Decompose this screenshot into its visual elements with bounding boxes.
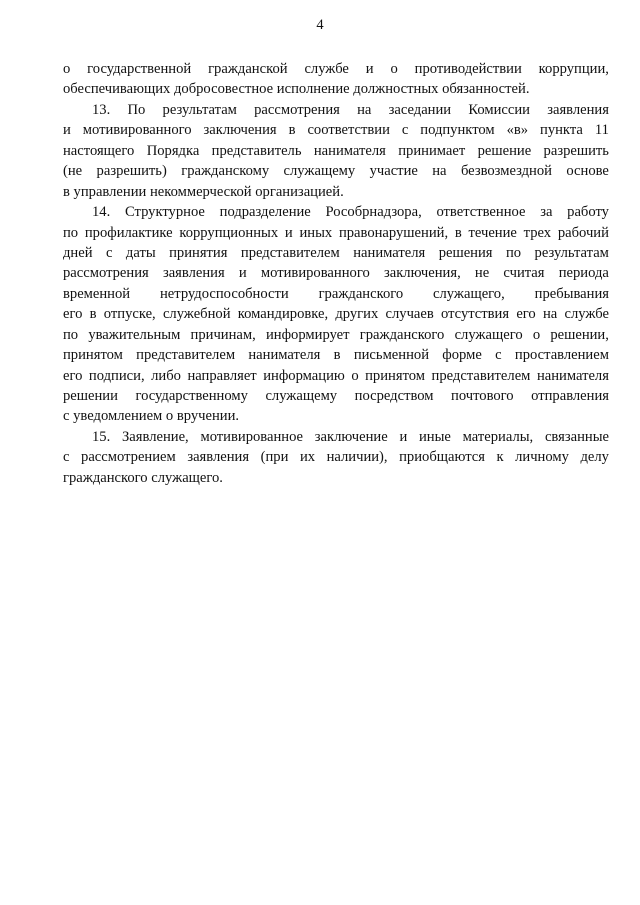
word: гражданскому: [181, 163, 270, 180]
word: их: [299, 449, 316, 466]
word: наличии),: [326, 449, 388, 466]
text-line: [63, 59, 609, 79]
word: считая: [503, 265, 545, 282]
word: принимает: [398, 142, 466, 159]
word: заявления: [187, 449, 250, 466]
word: участие: [369, 163, 418, 180]
word: службе: [564, 306, 609, 323]
word: 11: [594, 122, 609, 139]
word: на: [432, 163, 447, 180]
text-line: [63, 304, 609, 324]
text-line: [63, 141, 609, 161]
word: материалы,: [462, 428, 534, 445]
word: решении,: [550, 326, 609, 343]
word: к: [496, 449, 504, 466]
paragraph-14: [63, 202, 609, 427]
word: заседании: [388, 101, 452, 118]
word: приобщаются: [399, 449, 485, 466]
word: работу: [567, 204, 609, 221]
word: почтового: [451, 388, 514, 404]
text-line: [63, 202, 609, 222]
word: соответствии: [307, 122, 390, 139]
text-line: [63, 325, 609, 345]
text-line: [63, 386, 609, 406]
word: о: [351, 367, 359, 384]
word: служащему: [283, 163, 356, 180]
word: дней: [63, 244, 93, 261]
word: пункта: [540, 122, 583, 139]
word: проставлением: [514, 347, 609, 364]
word: основе: [566, 163, 609, 180]
word: и: [238, 265, 247, 282]
word: с: [401, 122, 409, 139]
text-line: [63, 243, 609, 263]
word: 13.: [92, 101, 111, 118]
word: решении: [63, 388, 118, 404]
word: Структурное: [124, 204, 205, 221]
word: о: [63, 61, 71, 77]
word: и: [399, 428, 408, 445]
paragraph-13: [63, 100, 609, 202]
word: Комиссии: [468, 101, 530, 118]
word: рассмотрения: [254, 101, 340, 118]
word: заявления: [162, 265, 225, 282]
word: и: [284, 224, 293, 241]
word: подпунктом: [420, 122, 495, 139]
word: в: [288, 122, 296, 139]
text-line: обеспечивающих добросовестное исполнение должностных обязанностей.: [63, 81, 530, 98]
word: подписи,: [88, 367, 145, 384]
word: и: [63, 122, 71, 139]
word: принятия: [169, 244, 228, 261]
text-line: с уведомлением о вручении.: [63, 408, 240, 425]
word: с: [105, 244, 113, 261]
word: 14.: [92, 204, 111, 221]
word: по: [63, 326, 79, 343]
word: решение: [477, 142, 532, 159]
word: иных: [299, 224, 333, 241]
word: нанимателя: [353, 244, 426, 261]
word: с: [495, 347, 502, 364]
word: уважительным: [88, 326, 181, 343]
word: мотивированного: [82, 122, 192, 139]
word: периода: [558, 265, 609, 282]
word: решения: [438, 244, 493, 261]
text-line: [63, 427, 609, 447]
word: заключения,: [383, 265, 461, 282]
text-line: [63, 366, 609, 386]
word: подразделение: [219, 204, 311, 221]
word: «в»: [506, 122, 529, 139]
word: рассмотрением: [81, 449, 176, 466]
word: о: [390, 61, 398, 77]
word: даты: [125, 244, 156, 261]
text-line: [63, 447, 609, 467]
word: информирует: [265, 326, 350, 343]
text-line: [63, 284, 609, 304]
word: рабочий: [557, 224, 609, 241]
word: государственному: [135, 388, 248, 404]
word: (не: [63, 163, 83, 180]
word: форме: [442, 347, 482, 364]
paragraph-15: [63, 427, 609, 488]
word: течение: [468, 224, 517, 241]
word: служащего,: [433, 285, 505, 302]
text-line: [63, 263, 609, 283]
word: нанимателя: [536, 367, 609, 384]
word: государственной: [87, 61, 192, 77]
word: нанимателя: [248, 347, 321, 364]
word: разрешить): [96, 163, 167, 180]
word: нетрудоспособности: [159, 285, 289, 302]
word: на: [357, 101, 372, 118]
word: профилактике: [84, 224, 173, 241]
text-line: гражданского служащего.: [63, 469, 223, 486]
word: представителем: [431, 367, 531, 384]
word: По: [127, 101, 146, 118]
word: представителем: [240, 244, 340, 261]
word: его: [63, 367, 83, 384]
word: 15.: [92, 428, 111, 445]
word: служащего: [454, 326, 523, 343]
word: отпуске,: [103, 306, 156, 323]
word: не: [474, 265, 490, 282]
word: противодействии: [414, 61, 522, 77]
word: письменной: [353, 347, 430, 364]
word: по: [63, 224, 79, 241]
word: с: [63, 449, 70, 466]
word: коррупции,: [538, 61, 609, 77]
word: причинам,: [190, 326, 256, 343]
word: заявления: [547, 101, 609, 118]
word: трех: [523, 224, 552, 241]
word: делу: [580, 449, 609, 466]
word: отправления: [531, 388, 609, 404]
word: гражданского: [318, 285, 404, 302]
word: представителем: [136, 347, 236, 364]
word: в: [333, 347, 341, 364]
word: результатам: [534, 244, 609, 261]
word: гражданской: [208, 61, 288, 77]
word: о: [532, 326, 541, 343]
word: ответственное: [436, 204, 526, 221]
word: информацию: [263, 367, 345, 384]
word: безвозмездной: [460, 163, 552, 180]
word: Заявление,: [122, 428, 189, 445]
page-number: 4: [316, 17, 324, 33]
text-line: [63, 345, 609, 365]
word: либо: [151, 367, 181, 384]
text-line: [63, 223, 609, 243]
word: посредством: [354, 388, 434, 404]
word: результатам: [162, 101, 237, 118]
word: на: [542, 306, 558, 323]
word: мотивированного: [260, 265, 370, 282]
text-line: в управлении некоммерческой организацией.: [63, 183, 344, 200]
word: отсутствия: [441, 306, 510, 323]
word: за: [540, 204, 553, 221]
word: в: [454, 224, 462, 241]
word: направляет: [187, 367, 257, 384]
word: принятом: [63, 347, 123, 364]
word: случаев: [385, 306, 434, 323]
word: службе: [304, 61, 349, 77]
word: принятом: [365, 367, 426, 384]
word: правонарушений,: [338, 224, 449, 241]
word: нанимателя: [313, 142, 386, 159]
word: настоящего: [63, 142, 135, 159]
word: заключение: [314, 428, 388, 445]
word: по: [505, 244, 522, 261]
word: коррупционных: [179, 224, 279, 241]
word: и: [365, 61, 374, 77]
text-line: [63, 161, 609, 181]
word: его: [516, 306, 536, 323]
word: временной: [63, 285, 131, 302]
word: Рособрнадзора,: [325, 204, 422, 221]
word: гражданского: [359, 326, 445, 343]
word: (при: [260, 449, 289, 466]
word: в: [89, 306, 97, 323]
word: иные: [419, 428, 451, 445]
word: разрешить: [543, 142, 609, 159]
text-line: [63, 100, 609, 120]
word: личному: [515, 449, 569, 466]
word: других: [335, 306, 379, 323]
word: служащему: [265, 388, 338, 404]
word: пребывания: [534, 285, 609, 302]
document-body: [63, 59, 609, 488]
text-line: [63, 120, 609, 140]
word: рассмотрения: [63, 265, 149, 282]
word: связанные: [544, 428, 609, 445]
word: его: [63, 306, 83, 323]
paragraph-continuation: [63, 59, 609, 100]
word: служебной: [162, 306, 231, 323]
word: командировке,: [237, 306, 329, 323]
word: мотивированное: [200, 428, 304, 445]
word: Порядка: [146, 142, 200, 159]
word: представитель: [211, 142, 302, 159]
word: заключения: [203, 122, 277, 139]
